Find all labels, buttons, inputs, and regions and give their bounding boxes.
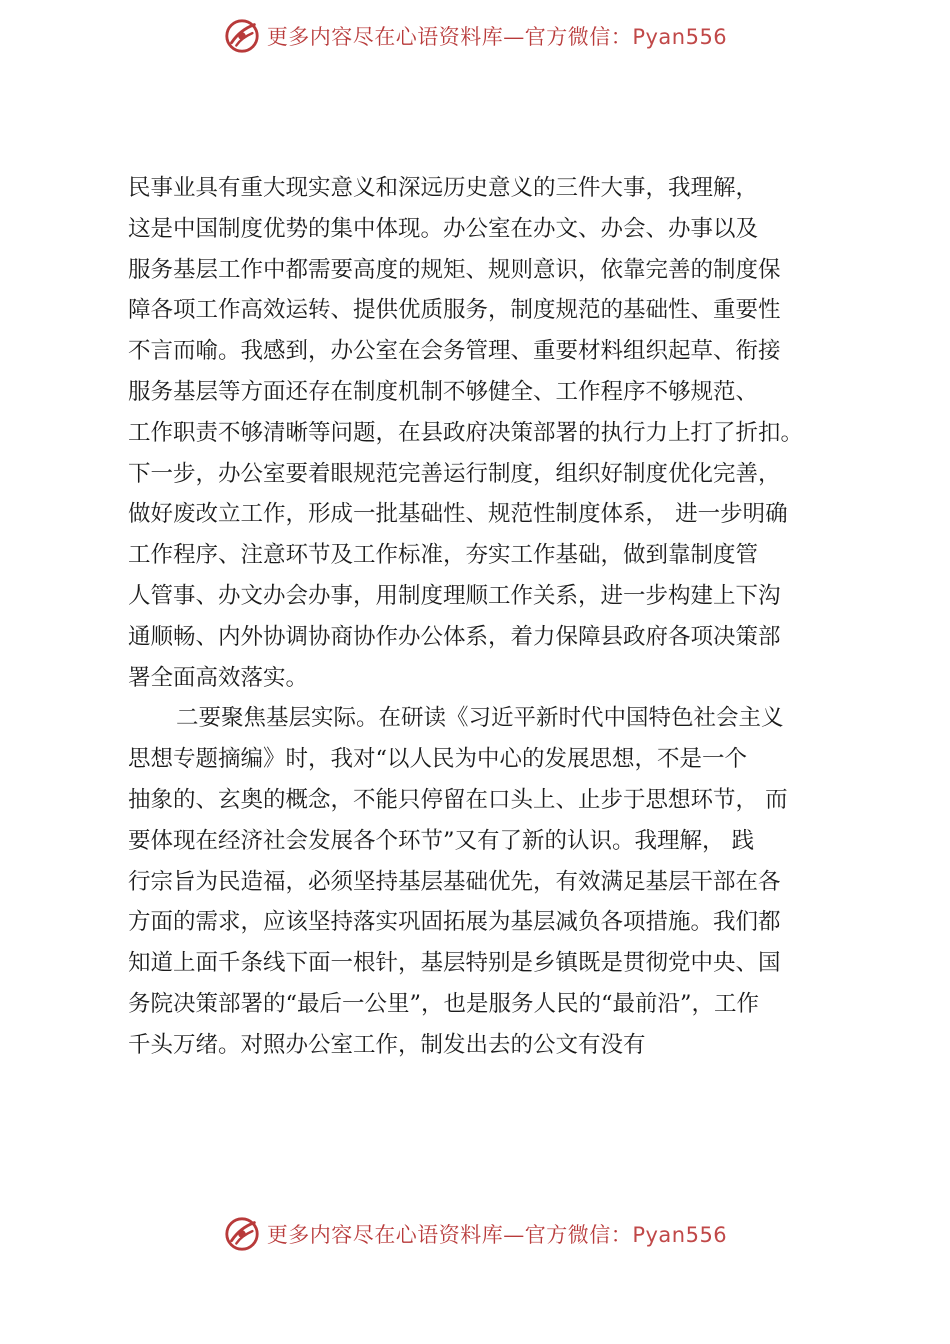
footer-wechat-id: Pyan556: [632, 1223, 728, 1247]
text-line: 民事业具有重大现实意义和深远历史意义的三件大事，我理解，: [128, 175, 759, 201]
footer-banner-text: [267, 1219, 727, 1249]
text-line: 下一步，办公室要着眼规范完善运行制度，组织好制度优化完善，: [128, 460, 781, 487]
footer-banner-label: 更多内容尽在心语资料库—官方微信：: [266, 1223, 633, 1247]
text-line: 这是中国制度优势的集中体现。办公室在办文、办会、办事以及: [128, 215, 759, 242]
text-line: 服务基层等方面还存在制度机制不够健全、工作程序不够规范、: [128, 378, 759, 405]
header-banner-text: [267, 21, 727, 51]
text-line: 工作职责不够清晰等问题，在县政府决策部署的执行力上打了折扣。: [128, 419, 804, 446]
text-line: 千头万绪。对照办公室工作，制发出去的公文有没有: [128, 1031, 646, 1058]
header-wechat-id: Pyan556: [632, 25, 728, 49]
text-line: 服务基层工作中都需要高度的规矩、规则意识，依靠完善的制度保: [128, 256, 781, 283]
stamp-logo-icon: [223, 1215, 261, 1253]
text-line: 障各项工作高效运转、提供优质服务，制度规范的基础性、重要性: [128, 297, 781, 324]
text-line: 要体现在经济社会发展各个环节”又有了新的认识。我理解， 践: [128, 827, 755, 854]
text-line: 务院决策部署的“最后一公里”，也是服务人民的“最前沿”，工作: [128, 990, 760, 1017]
text-line: 行宗旨为民造福，必须坚持基层基础优先，有效满足基层干部在各: [128, 868, 781, 895]
text-line: 工作程序、注意环节及工作标准，夯实工作基础，做到靠制度管: [128, 542, 759, 569]
text-line: 不言而喻。我感到，办公室在会务管理、重要材料组织起草、衔接: [128, 338, 781, 365]
paragraph-start-line: 二要聚焦基层实际。在研读《习近平新时代中国特色社会主义: [176, 705, 784, 732]
text-line: 知道上面千条线下面一根针，基层特别是乡镇既是贯彻党中央、国: [128, 950, 781, 977]
text-line: 人管事、办文办会办事，用制度理顺工作关系，进一步构建上下沟: [128, 582, 781, 609]
text-line: 做好废改立工作，形成一批基础性、规范性制度体系， 进一步明确: [128, 501, 788, 528]
text-line: 署全面高效落实。: [128, 664, 309, 691]
text-line: 抽象的、玄奥的概念，不能只停留在口头上、止步于思想环节， 而: [128, 786, 788, 813]
document-body: [128, 168, 858, 1066]
footer-banner: [0, 1212, 950, 1256]
text-line: 通顺畅、内外协调协商协作办公体系，着力保障县政府各项决策部: [128, 623, 781, 650]
text-line: 方面的需求，应该坚持落实巩固拓展为基层减负各项措施。我们都: [128, 909, 781, 936]
text-line: 思想专题摘编》时，我对“以人民为中心的发展思想，不是一个: [128, 746, 748, 773]
header-banner: [0, 14, 950, 58]
header-banner-label: 更多内容尽在心语资料库—官方微信：: [266, 25, 633, 49]
stamp-logo-icon: [223, 17, 261, 55]
